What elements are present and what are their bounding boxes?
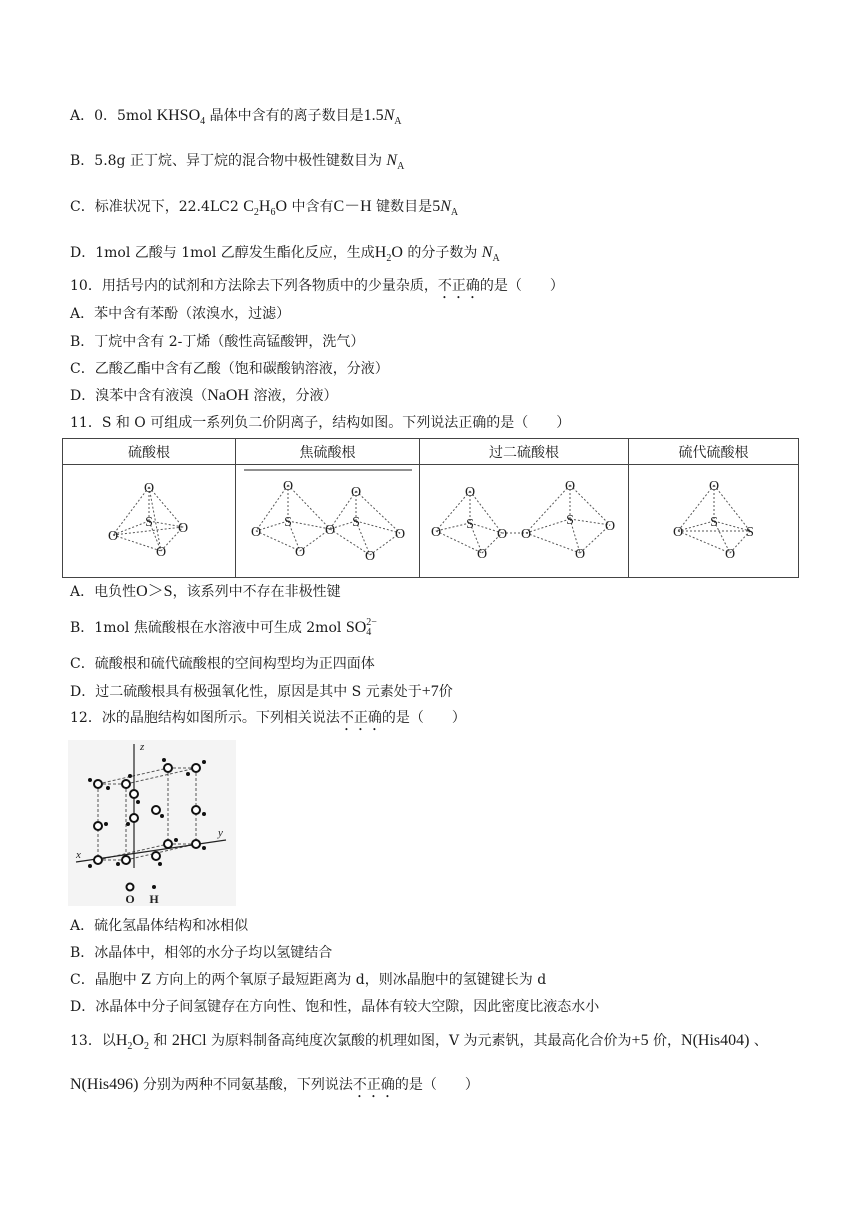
atom-o: O — [430, 525, 442, 540]
atom-s: S — [566, 513, 574, 528]
q11-option-a — [70, 582, 341, 602]
formula: O＞S — [136, 583, 173, 600]
text: 价， — [648, 1033, 682, 1049]
peroxydisulfate-structure — [420, 465, 629, 578]
q11-stem: 11．S 和 O 可组成一系列负二价阴离子，结构如图。下列说法正确的是（ ） — [70, 415, 571, 431]
formula: 2HCl — [171, 1032, 207, 1049]
text: B．5.8g 正丁烷、异丁烷的混合物中极性键数目为 — [70, 153, 387, 169]
text: 13．以 — [70, 1033, 116, 1049]
legend-hydrogen: H — [149, 892, 159, 906]
header-thiosulfate: 硫代硫酸根 — [629, 439, 799, 465]
atom-o: O — [177, 521, 189, 536]
number: +5 — [631, 1032, 649, 1049]
formula: O — [132, 1032, 144, 1049]
subscript: 4 — [200, 115, 206, 127]
text: 和 — [148, 1033, 172, 1049]
sulfate-diagram — [99, 469, 199, 569]
formula: KHSO — [156, 107, 201, 124]
atom-o: O — [464, 485, 476, 500]
atom-o: O — [250, 525, 261, 540]
text: D．过二硫酸根具有极强氧化性，原因是其中 S 元素处于 — [70, 684, 422, 700]
q10-option-d — [70, 386, 337, 406]
q12-stem — [70, 708, 466, 734]
atom-o: O — [604, 519, 616, 534]
subscript: A — [397, 160, 405, 172]
avogadro-symbol: N — [386, 152, 398, 169]
atom-o: O — [724, 547, 735, 562]
axis-z-label: z — [140, 741, 145, 753]
axis-x-label: x — [76, 849, 81, 861]
q11-option-d — [70, 682, 453, 702]
formula: H — [115, 1032, 128, 1049]
formula: H — [258, 198, 271, 215]
q9-option-c — [70, 197, 458, 223]
atom-s: S — [745, 525, 754, 540]
q12-option-b: B．冰晶体中，相邻的水分子均以氢键结合 — [70, 945, 333, 961]
text: 的是（ ） — [479, 278, 564, 294]
text: 中含有 — [287, 199, 334, 215]
avogadro-symbol: N — [440, 198, 451, 215]
thiosulfate-diagram — [664, 469, 764, 569]
q11-option-c: C．硫酸根和硫代硫酸根的空间构型均为正四面体 — [70, 656, 375, 672]
text: 分别为两种不同氨基酸，下列说法 — [138, 1077, 353, 1093]
text: 溶液，分液） — [249, 388, 338, 404]
subscript: 4 — [366, 627, 372, 638]
atom-o: O — [350, 485, 361, 500]
text: 价 — [438, 684, 453, 700]
thiosulfate-structure — [629, 465, 799, 578]
atom-o: O — [476, 547, 488, 562]
subscript: 2 — [127, 1040, 133, 1052]
text: D．溴苯中含有液溴（ — [70, 388, 208, 404]
q9-option-b — [70, 151, 404, 177]
atom-o: O — [672, 525, 683, 540]
formula: SO — [345, 619, 367, 636]
q11-option-b — [70, 618, 377, 638]
formula: O — [275, 198, 288, 215]
formula: C — [243, 198, 254, 215]
q12-option-c: C．晶胞中 Z 方向上的两个氧原子最短距离为 d，则冰晶胞中的氢键键长为 d — [70, 972, 547, 988]
header-sulfate: 硫酸根 — [63, 439, 236, 465]
ion-structure-table — [62, 438, 799, 578]
emphasized-text: 不正确 — [339, 710, 382, 726]
ion-script — [366, 618, 377, 638]
text: 10．用括号内的试剂和方法除去下列各物质中的少量杂质， — [70, 278, 438, 294]
text: 为原料制备高纯度次氯酸的机理如图，V 为元素钒，其最高化合价为 — [206, 1033, 632, 1049]
formula: H — [374, 244, 387, 261]
atom-s: S — [709, 515, 718, 530]
text: A．0．5mol — [70, 108, 157, 124]
atom-o: O — [282, 479, 293, 494]
atom-o: O — [294, 545, 305, 560]
q10-stem — [70, 276, 564, 302]
subscript: A — [394, 115, 402, 127]
q9-option-d — [70, 243, 500, 269]
formula: O — [391, 244, 403, 261]
atom-o: O — [155, 545, 167, 560]
text: A．电负性 — [70, 584, 137, 600]
atom-o: O — [574, 547, 586, 562]
formula: NaOH — [207, 387, 249, 404]
text: 、 — [749, 1033, 768, 1049]
legend-oxygen: O — [125, 892, 135, 906]
avogadro-symbol: N — [383, 107, 395, 124]
q12-option-d: D．冰晶体中分子间氢键存在方向性、饱和性，晶体有较大空隙，因此密度比液态水小 — [70, 999, 600, 1015]
atom-o: O — [520, 527, 532, 542]
text: 键数目是 — [371, 199, 433, 215]
subscript: 2 — [253, 206, 259, 218]
amino-acid-label: N(His496) — [70, 1076, 139, 1093]
peroxydisulfate-diagram — [424, 469, 624, 569]
atom-s: S — [351, 515, 360, 530]
q10-option-a: A．苯中含有苯酚（浓溴水，过滤） — [70, 306, 291, 322]
header-peroxydisulfate: 过二硫酸根 — [420, 439, 629, 465]
formula: +7 — [421, 683, 439, 700]
q9-option-a — [70, 106, 401, 132]
text: B．1mol 焦硫酸根在水溶液中可生成 2mol — [70, 620, 346, 636]
atom-o: O — [324, 523, 335, 538]
q10-option-b: B．丁烷中含有 2-丁烯（酸性高锰酸钾，洗气） — [70, 334, 365, 350]
atom-o: O — [107, 529, 119, 544]
text: D．1mol 乙酸与 1mol 乙醇发生酯化反应，生成 — [70, 245, 375, 261]
atom-s: S — [283, 515, 292, 530]
atom-s: S — [145, 515, 153, 530]
q13-stem-line1 — [70, 1031, 768, 1057]
text: 的是（ ） — [394, 1077, 479, 1093]
subscript: A — [492, 252, 500, 264]
atom-o: O — [708, 479, 719, 494]
atom-o: O — [143, 481, 155, 496]
avogadro-symbol: N — [481, 244, 493, 261]
subscript: A — [450, 206, 459, 218]
q12-option-a: A．硫化氢晶体结构和冰相似 — [70, 918, 249, 934]
text: 的是（ ） — [381, 710, 466, 726]
ice-unit-cell-figure — [68, 740, 236, 906]
formula: C－H — [333, 198, 372, 215]
number: 1.5 — [363, 107, 384, 124]
text: ，该系列中不存在非极性键 — [172, 584, 341, 600]
pyrosulfate-diagram — [238, 467, 418, 571]
sulfate-structure — [63, 465, 236, 578]
text: 的分子数为 — [402, 245, 482, 261]
text: 晶体中含有的离子数目是 — [205, 108, 364, 124]
q10-option-c: C．乙酸乙酯中含有乙酸（饱和碳酸钠溶液，分液） — [70, 361, 389, 377]
text: C．标准状况下，22.4LC2 — [70, 199, 244, 215]
amino-acid-label: N(His404) — [681, 1032, 750, 1049]
emphasized-text: 不正确 — [352, 1077, 395, 1093]
axis-y-label: y — [218, 827, 223, 839]
subscript: 2 — [143, 1040, 149, 1052]
header-pyrosulfate: 焦硫酸根 — [236, 439, 420, 465]
q13-stem-line2 — [70, 1075, 479, 1101]
atom-s: S — [466, 517, 474, 532]
emphasized-text: 不正确 — [437, 278, 480, 294]
subscript: 2 — [386, 252, 392, 264]
pyrosulfate-structure — [236, 465, 420, 578]
atom-o: O — [564, 479, 576, 494]
subscript: 6 — [270, 206, 276, 218]
text: 12．冰的晶胞结构如图所示。下列相关说法 — [70, 710, 340, 726]
atom-o: O — [496, 527, 508, 542]
atom-o: O — [394, 527, 405, 542]
atom-o: O — [364, 549, 375, 564]
superscript: 2− — [366, 617, 377, 628]
number: 5 — [432, 198, 441, 215]
